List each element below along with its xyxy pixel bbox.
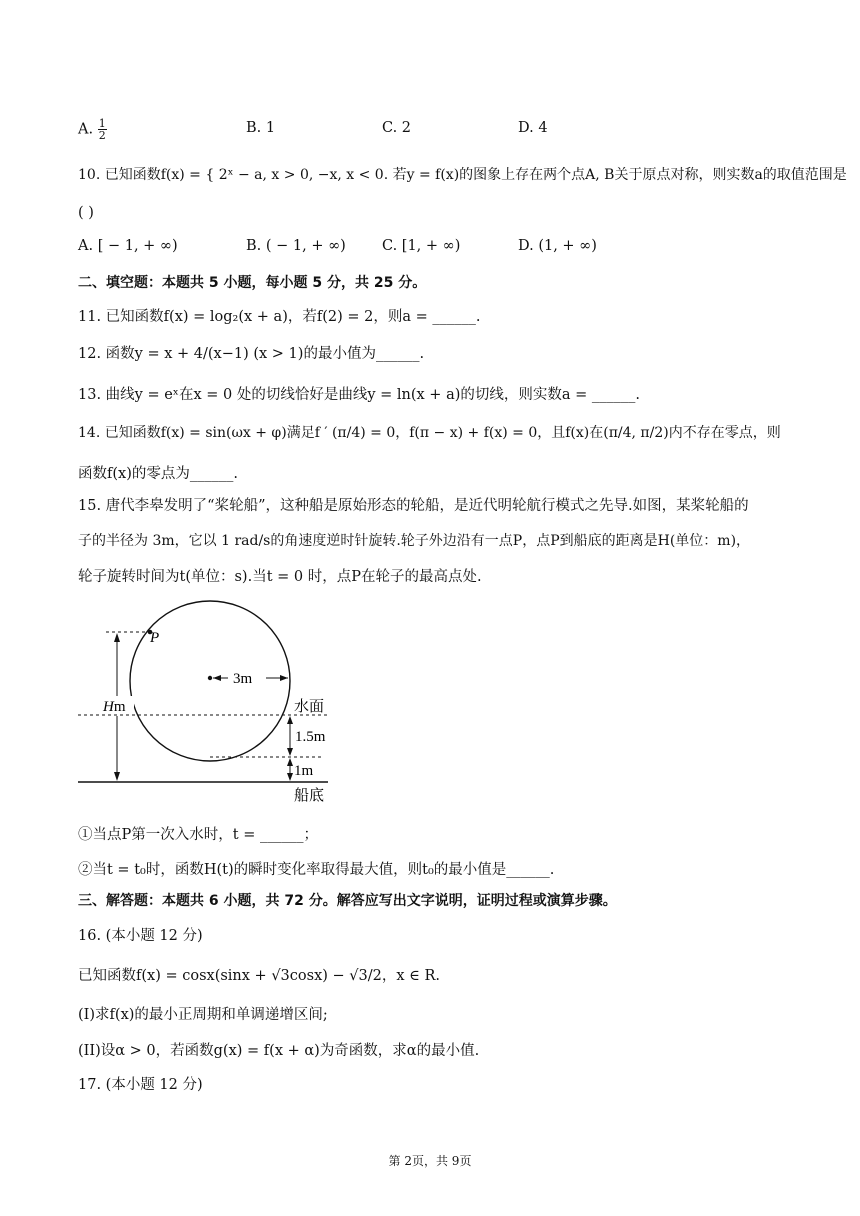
q10-option-b: B. ( − 1, + ∞) xyxy=(246,238,346,254)
page-footer: 第 2页，共 9页 xyxy=(388,1154,472,1168)
q16-stem: 已知函数f(x) = cosx(sinx + √3cosx) − √3/2，x ∈ R. xyxy=(78,968,441,984)
q10-option-d: D. (1, + ∞) xyxy=(518,238,597,254)
q16-heading: 16. (本小题 12 分) xyxy=(78,928,203,944)
section-heading-solution: 三、解答题：本题共 6 小题，共 72 分。解答应写出文字说明，证明过程或演算步骤。 xyxy=(78,893,617,909)
q9-option-c: C. 2 xyxy=(382,120,412,136)
q16-part-i: (I)求f(x)的最小正周期和单调递增区间; xyxy=(78,1007,328,1023)
q15-line1: 15. 唐代李皋发明了“桨轮船”，这种船是原始形态的轮船，是近代明轮航行模式之先导.如图，某桨轮船的 xyxy=(78,498,749,514)
q16-part-ii: (II)设α > 0，若函数g(x) = f(x + α)为奇函数，求α的最小值. xyxy=(78,1043,480,1059)
label-gap: 1.5m xyxy=(295,729,326,745)
q10-paren: ( ) xyxy=(78,205,94,221)
q9-option-a: A. $\frac{1}{2}$ xyxy=(78,117,106,142)
q9-option-b: B. 1 xyxy=(246,120,276,136)
q17-heading: 17. (本小题 12 分) xyxy=(78,1077,203,1093)
q10-stem: 10. 已知函数f(x) = { 2ˣ − a, x > 0, −x, x < 0. 若y = f(x)的图象上存在两个点A, B关于原点对称，则实数a的取值范围是 xyxy=(78,167,847,183)
q14-line2: 函数f(x)的零点为______. xyxy=(78,466,238,482)
q15-sub1: ①当点P第一次入水时，t = ______； xyxy=(78,827,318,843)
section-heading-fill-blank: 二、填空题：本题共 5 小题，每小题 5 分，共 25 分。 xyxy=(78,275,427,291)
q10-option-c: C. [1, + ∞) xyxy=(382,238,461,254)
label-bottom: 船底 xyxy=(294,788,325,804)
label-1m: 1m xyxy=(294,763,314,779)
label-p: P xyxy=(150,630,160,646)
q15-line2: 子的半径为 3m，它以 1 rad/s的角速度逆时针旋转.轮子外边沿有一点P，点P到船底的距离是H(单位：m)， xyxy=(78,533,751,549)
q13: 13. 曲线y = eˣ在x = 0 处的切线恰好是曲线y = ln(x + a)的切线，则实数a = ______. xyxy=(78,387,640,403)
q9-option-d: D. 4 xyxy=(518,120,548,136)
center-dot xyxy=(208,676,212,680)
q11: 11. 已知函数f(x) = log₂(x + a)，若f(2) = 2，则a = ______. xyxy=(78,309,481,325)
paddle-wheel-figure xyxy=(70,595,360,810)
label-water: 水面 xyxy=(294,699,325,715)
label-radius: 3m xyxy=(233,671,253,687)
q15-sub2: ②当t = t₀时，函数H(t)的瞬时变化率取得最大值，则t₀的最小值是______. xyxy=(78,862,555,878)
q14-line1: 14. 已知函数f(x) = sin(ωx + φ)满足f ′ (π/4) = 0，f(π − x) + f(x) = 0，且f(x)在(π/4, π/2)内不存在零点，则 xyxy=(78,425,781,441)
label-h: Hm xyxy=(103,699,126,715)
q12: 12. 函数y = x + 4/(x−1) (x > 1)的最小值为______. xyxy=(78,346,425,362)
q10-option-a: A. [ − 1, + ∞) xyxy=(78,238,178,254)
q15-line3: 轮子旋转时间为t(单位：s).当t = 0 时，点P在轮子的最高点处. xyxy=(78,569,482,585)
